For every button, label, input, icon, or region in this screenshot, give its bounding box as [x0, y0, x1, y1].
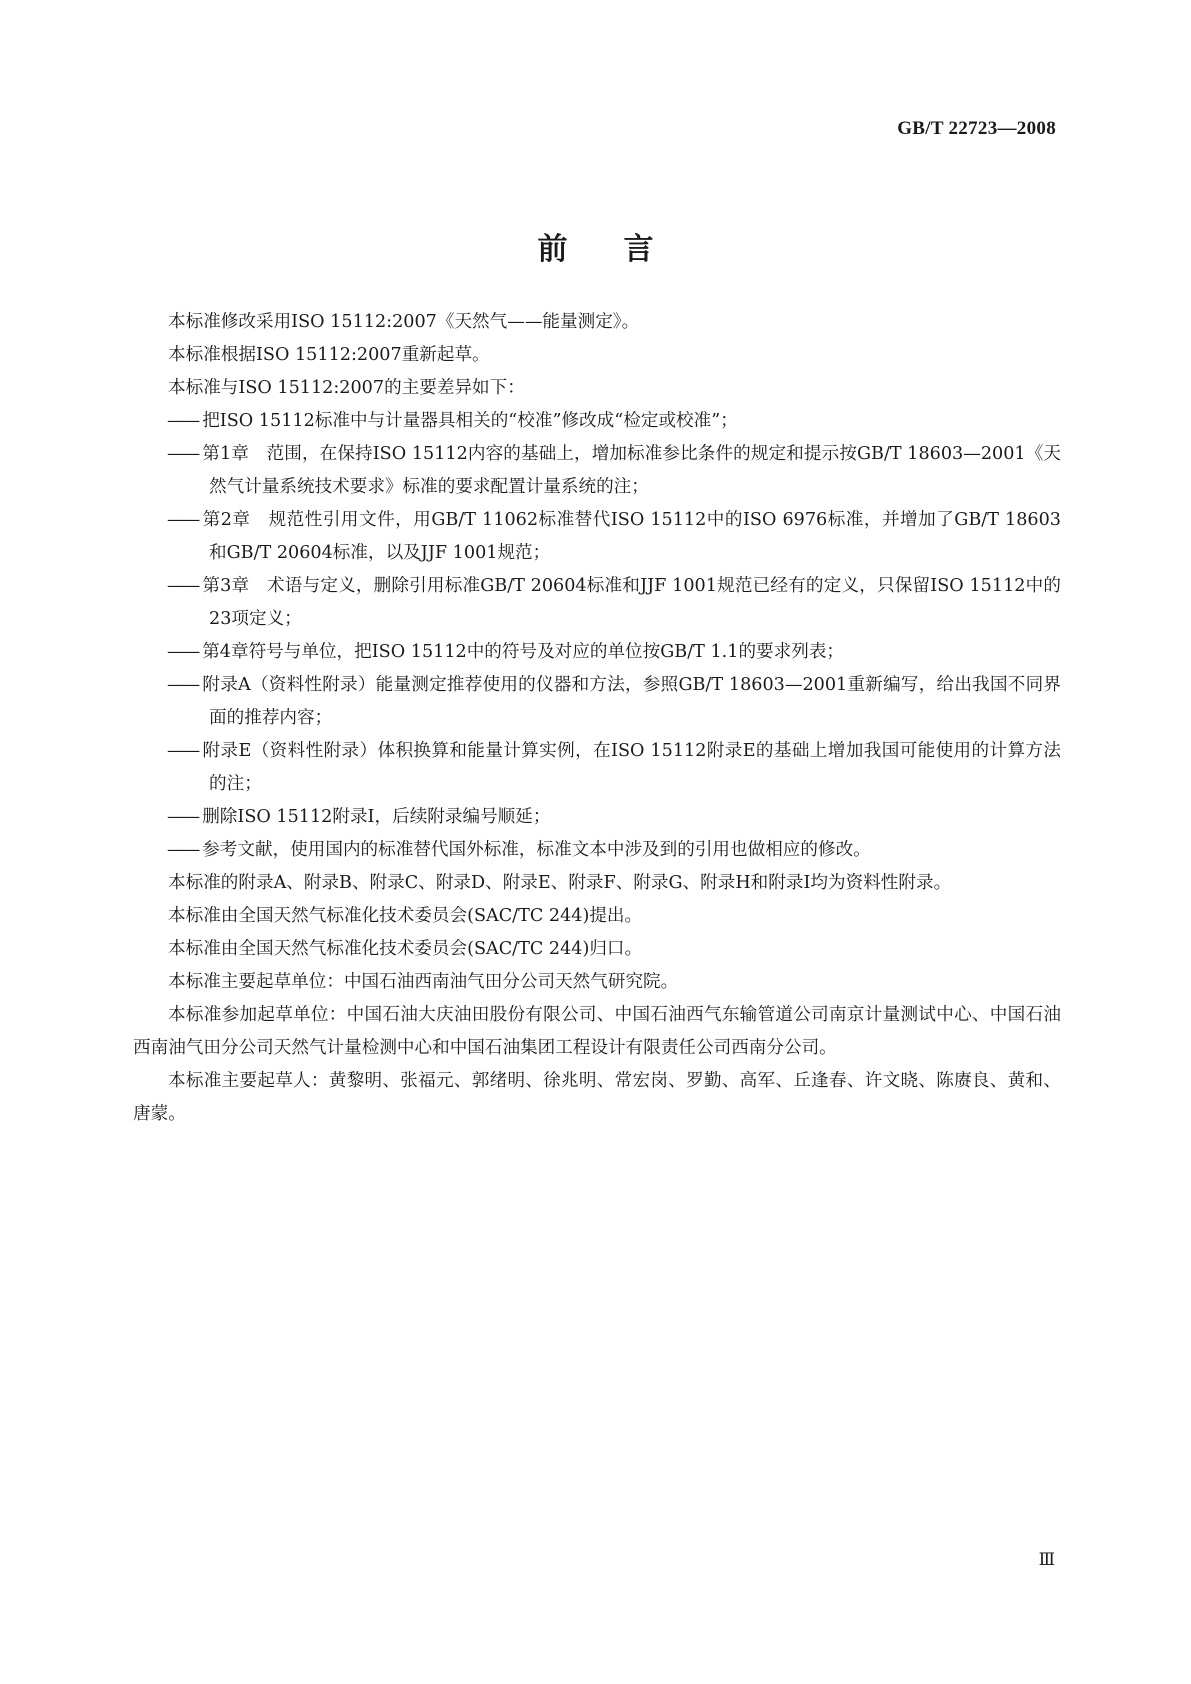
standard-number-header: GB/T 22723—2008 — [897, 118, 1056, 139]
difference-item — [133, 570, 1061, 636]
dash-marker: —— — [167, 444, 199, 464]
closing-paragraph: 本标准主要起草单位：中国石油西南油气田分公司天然气研究院。 — [168, 972, 679, 992]
difference-item — [133, 636, 1061, 669]
difference-text: 第4章符号与单位，把ISO 15112中的符号及对应的单位按GB/T 1.1的要求列表； — [202, 642, 845, 662]
intro-paragraph: 本标准与ISO 15112:2007的主要差异如下： — [168, 378, 525, 398]
difference-text: 附录A（资料性附录）能量测定推荐使用的仪器和方法，参照GB/T 18603—2001重新编写，给出我国不同界面的推荐内容； — [202, 675, 1061, 728]
difference-text: 第2章 规范性引用文件，用GB/T 11062标准替代ISO 15112中的ISO 6976标准，并增加了GB/T 18603和GB/T 20604标准，以及JJF 1001规范； — [202, 510, 1061, 563]
closing-paragraph: 本标准主要起草人：黄黎明、张福元、郭绪明、徐兆明、常宏岗、罗勤、高军、丘逢春、许文晓、陈赓良、黄和、唐蒙。 — [133, 1071, 1061, 1124]
page-title: 前言 — [537, 232, 710, 267]
difference-text: 删除ISO 15112附录I，后续附录编号顺延； — [202, 807, 551, 827]
dash-marker: —— — [167, 411, 199, 431]
difference-item — [133, 801, 1061, 834]
dash-marker: —— — [167, 510, 199, 530]
difference-item — [133, 405, 1061, 438]
difference-item — [133, 438, 1061, 504]
dash-marker: —— — [167, 840, 199, 860]
difference-item — [133, 735, 1061, 801]
difference-text: 第1章 范围，在保持ISO 15112内容的基础上，增加标准参比条件的规定和提示按GB/T 18603—2001《天然气计量系统技术要求》标准的要求配置计量系统的注； — [202, 444, 1061, 497]
difference-item — [133, 504, 1061, 570]
intro-paragraph: 本标准修改采用ISO 15112:2007《天然气——能量测定》。 — [168, 312, 640, 332]
closing-paragraph: 本标准由全国天然气标准化技术委员会(SAC/TC 244)归口。 — [168, 939, 643, 959]
dash-marker: —— — [167, 675, 199, 695]
document-body — [133, 306, 1061, 1131]
difference-text: 附录E（资料性附录）体积换算和能量计算实例，在ISO 15112附录E的基础上增加我国可能使用的计算方法的注； — [202, 741, 1061, 794]
closing-paragraph: 本标准的附录A、附录B、附录C、附录D、附录E、附录F、附录G、附录H和附录I均为资料性附录。 — [168, 873, 952, 893]
dash-marker: —— — [167, 576, 199, 596]
dash-marker: —— — [167, 807, 199, 827]
difference-text: 参考文献，使用国内的标准替代国外标准，标准文本中涉及到的引用也做相应的修改。 — [202, 840, 871, 860]
intro-paragraph: 本标准根据ISO 15112:2007重新起草。 — [168, 345, 490, 365]
page-number: Ⅲ — [1038, 1550, 1055, 1569]
dash-marker: —— — [167, 741, 199, 761]
closing-paragraph: 本标准参加起草单位：中国石油大庆油田股份有限公司、中国石油西气东输管道公司南京计量测试中心、中国石油西南油气田分公司天然气计量检测中心和中国石油集团工程设计有限责任公司西南分公司。 — [133, 1005, 1061, 1058]
difference-item — [133, 669, 1061, 735]
closing-paragraph: 本标准由全国天然气标准化技术委员会(SAC/TC 244)提出。 — [168, 906, 643, 926]
difference-text: 第3章 术语与定义，删除引用标准GB/T 20604标准和JJF 1001规范已经有的定义，只保留ISO 15112中的23项定义； — [202, 576, 1061, 629]
difference-text: 把ISO 15112标准中与计量器具相关的“校准”修改成“检定或校准”； — [202, 411, 738, 431]
dash-marker: —— — [167, 642, 199, 662]
difference-item — [133, 834, 1061, 867]
